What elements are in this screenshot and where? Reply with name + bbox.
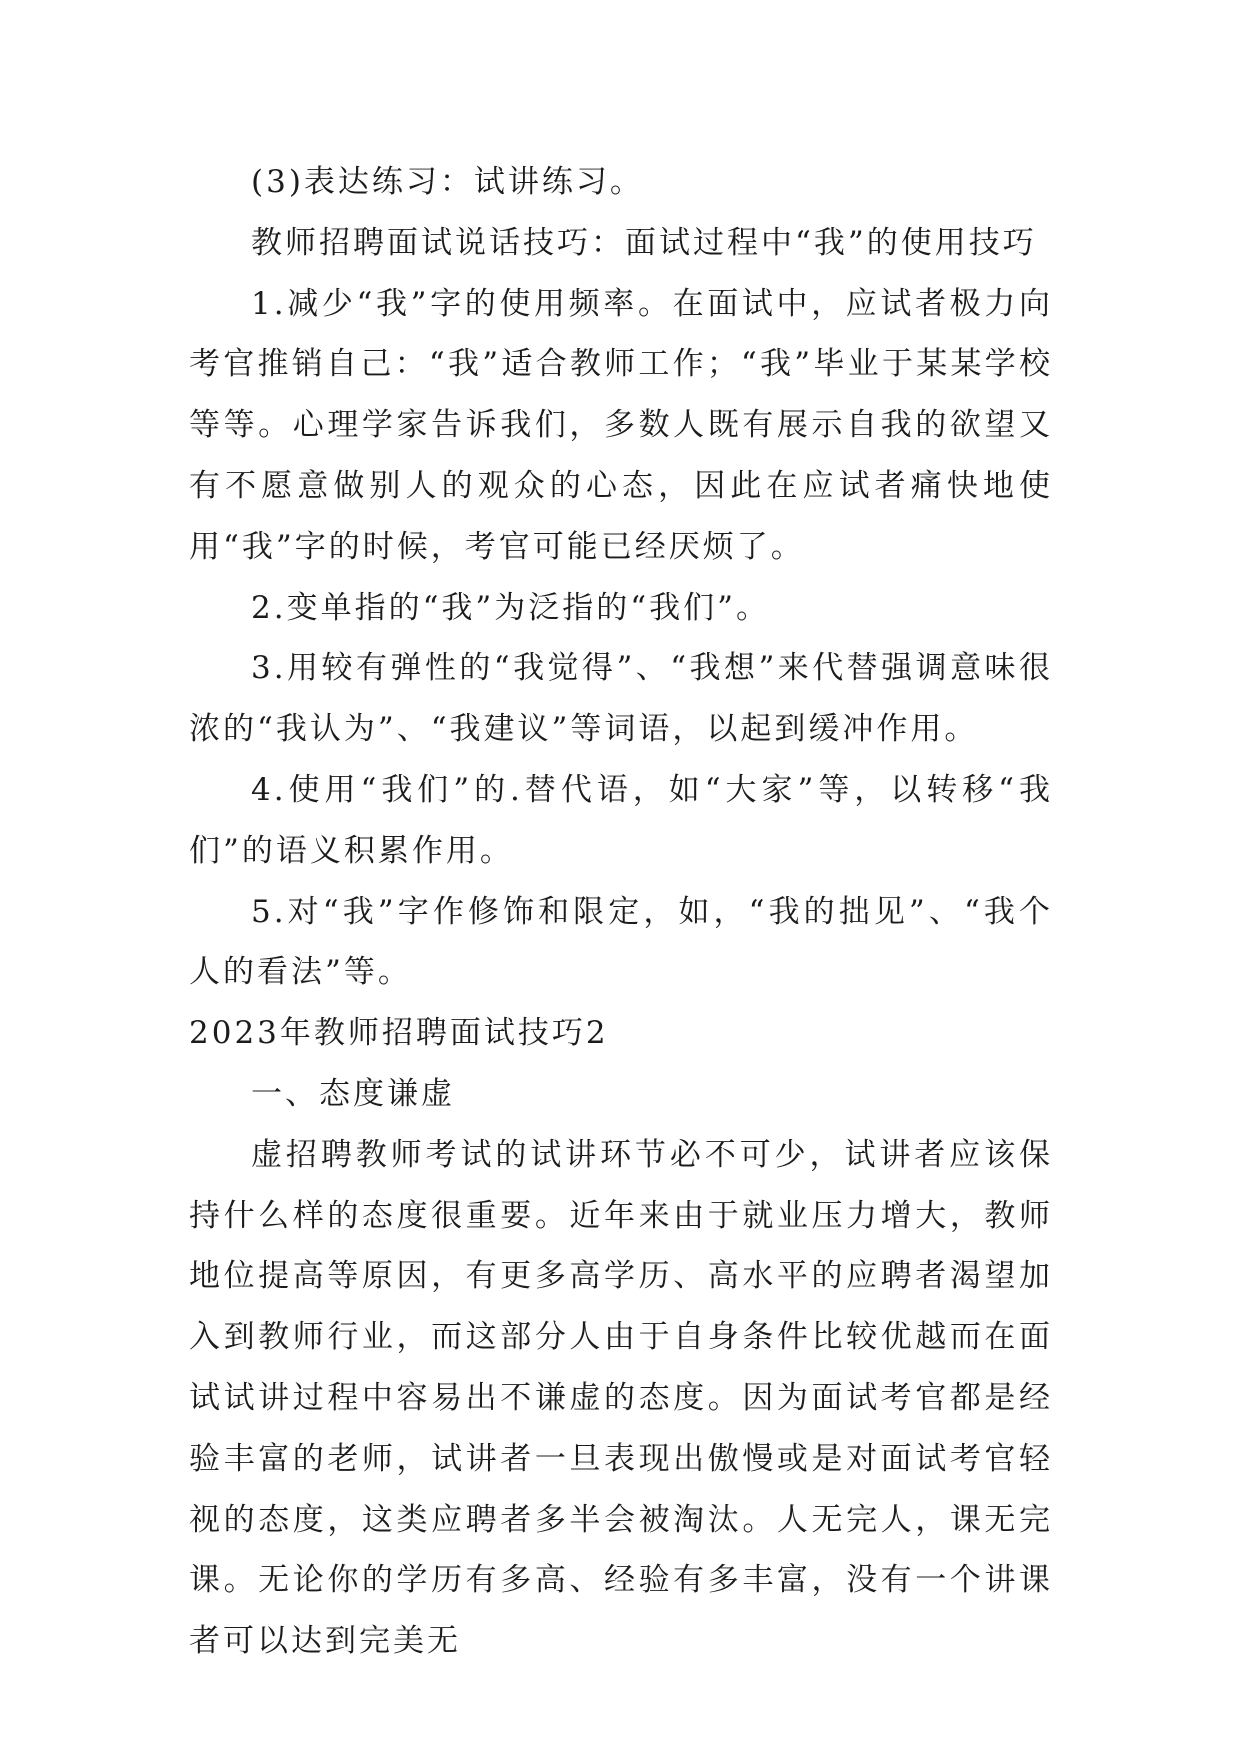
paragraph-tip-5: 5.对“我”字作修饰和限定，如，“我的拙见”、“我个人的看法”等。 (189, 893, 1053, 991)
paragraph-tip-2: 2.变单指的“我”为泛指的“我们”。 (251, 589, 770, 626)
paragraph-tip-1: 1.减少“我”字的使用频率。在面试中，应试者极力向考官推销自己：“我”适合教师工作；“我”毕业于某某学校等等。心理学家告诉我们，多数人既有展示自我的欲望又有不愿意做别人的观众的心态，因此在应试者痛快地使用“我”字的时候，考官可能已经厌烦了。 (189, 285, 1053, 565)
paragraph-tip-4: 4.使用“我们”的.替代语，如“大家”等，以转移“我们”的语义积累作用。 (189, 771, 1053, 869)
section-heading: 2023年教师招聘面试技巧2 (189, 1015, 609, 1052)
paragraph-tip-3: 3.用较有弹性的“我觉得”、“我想”来代替强调意味很浓的“我认为”、“我建议”等词语，以起到缓冲作用。 (189, 650, 1053, 748)
subsection-heading-humble-attitude: 一、态度谦虚 (251, 1075, 455, 1112)
paragraph-humble-attitude: 虚招聘教师考试的试讲环节必不可少，试讲者应该保持什么样的态度很重要。近年来由于就业压力增大，教师地位提高等原因，有更多高学历、高水平的应聘者渴望加入到教师行业，而这部分人由于自身条件比较优越而在面试试讲过程中容易出不谦虚的态度。因为面试考官都是经验丰富的老师，试讲者一旦表现出傲慢或是对面试考官轻视的态度，这类应聘者多半会被淘汰。人无完人，课无完课。无论你的学历有多高、经验有多丰富，没有一个讲课者可以达到完美无 (189, 1136, 1053, 1660)
paragraph-expression-practice: (3)表达练习：试讲练习。 (251, 164, 644, 200)
paragraph-speaking-tips-title: 教师招聘面试说话技巧：面试过程中“我”的使用技巧 (251, 224, 1037, 261)
document-body (189, 152, 1053, 1672)
